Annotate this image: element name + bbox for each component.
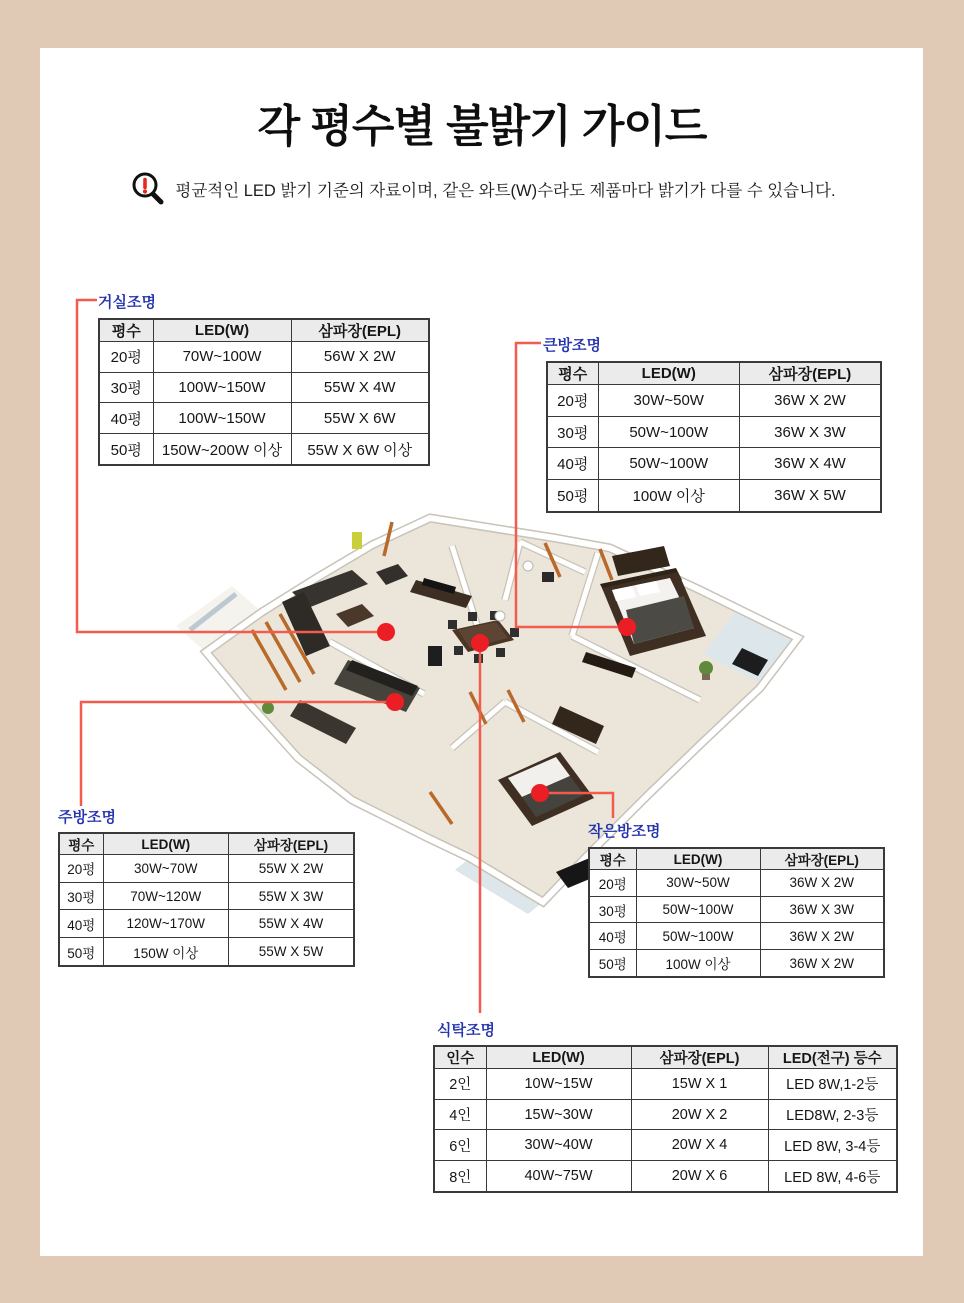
- table-cell: 15W~30W: [486, 1099, 631, 1130]
- table-row: [589, 896, 884, 923]
- living-lighting-table: [98, 318, 430, 466]
- table-cell: 55W X 6W: [291, 403, 429, 434]
- table-cell: 50W~100W: [598, 448, 740, 480]
- table-cell: 20평: [59, 855, 103, 883]
- table-cell: 36W X 2W: [760, 950, 884, 977]
- table-row: [434, 1099, 897, 1130]
- table-cell: 40평: [547, 448, 598, 480]
- table-cell: 55W X 3W: [229, 882, 355, 910]
- table-cell: 100W 이상: [636, 950, 760, 977]
- table-cell: 36W X 4W: [740, 448, 882, 480]
- table-cell: 50평: [547, 480, 598, 512]
- table-cell: 36W X 3W: [760, 896, 884, 923]
- column-header: 삼파장(EPL): [740, 362, 882, 385]
- table-row: [99, 342, 429, 373]
- table-cell: 56W X 2W: [291, 342, 429, 373]
- table-cell: 50평: [99, 434, 153, 465]
- column-header: 평수: [59, 833, 103, 855]
- table-cell: 15W X 1: [631, 1069, 768, 1100]
- table-cell: 150W~200W 이상: [153, 434, 291, 465]
- dining-table-label: 식탁조명: [437, 1022, 495, 1039]
- table-cell: LED8W, 2-3등: [768, 1099, 897, 1130]
- wall-art: [352, 532, 362, 549]
- table-cell: 40평: [59, 910, 103, 938]
- table-cell: 20W X 2: [631, 1099, 768, 1130]
- table-cell: 55W X 5W: [229, 938, 355, 966]
- table-cell: LED 8W, 4-6등: [768, 1161, 897, 1192]
- table-row: [99, 372, 429, 403]
- table-cell: 30W~40W: [486, 1130, 631, 1161]
- table-row: [434, 1069, 897, 1100]
- notice-text: 평균적인 LED 밝기 기준의 자료이며, 같은 와트(W)수라도 제품마다 밝기가 다를 수 있습니다.: [175, 182, 836, 200]
- column-header: LED(W): [598, 362, 740, 385]
- notice: [0, 170, 964, 208]
- table-cell: LED 8W, 3-4등: [768, 1130, 897, 1161]
- magnifier-alert-icon: [128, 170, 166, 208]
- table-cell: 30W~50W: [636, 870, 760, 897]
- table-cell: 30평: [589, 896, 636, 923]
- table-cell: 30W~50W: [598, 385, 740, 417]
- table-cell: 30평: [99, 372, 153, 403]
- kitchen-lighting-table: [58, 832, 355, 967]
- smallroom-lighting-table: [588, 847, 885, 978]
- table-cell: 100W~150W: [153, 372, 291, 403]
- table-cell: 20W X 6: [631, 1161, 768, 1192]
- bigroom-lighting-table: [546, 361, 882, 513]
- table-cell: 20평: [547, 385, 598, 417]
- table-cell: 36W X 2W: [760, 870, 884, 897]
- column-header: 삼파장(EPL): [760, 848, 884, 870]
- kitchen-table-label: 주방조명: [58, 809, 116, 826]
- table-cell: 100W~150W: [153, 403, 291, 434]
- table-cell: 30평: [59, 882, 103, 910]
- table-row: [99, 434, 429, 465]
- living-table-label: 거실조명: [98, 294, 156, 311]
- table-cell: 36W X 2W: [740, 385, 882, 417]
- table-cell: 55W X 4W: [229, 910, 355, 938]
- table-row: [99, 403, 429, 434]
- table-row: [547, 448, 881, 480]
- table-row: [434, 1161, 897, 1192]
- table-cell: 40평: [589, 923, 636, 950]
- table-cell: 100W 이상: [598, 480, 740, 512]
- table-row: [434, 1130, 897, 1161]
- column-header: LED(W): [636, 848, 760, 870]
- column-header: 삼파장(EPL): [291, 319, 429, 342]
- column-header: 인수: [434, 1046, 486, 1069]
- smallroom-table-label: 작은방조명: [588, 823, 661, 840]
- table-cell: 36W X 3W: [740, 416, 882, 448]
- table-cell: 8인: [434, 1161, 486, 1192]
- table-cell: 20평: [99, 342, 153, 373]
- table-row: [59, 938, 354, 966]
- table-cell: 50평: [589, 950, 636, 977]
- table-row: [59, 855, 354, 883]
- bigroom-table-label: 큰방조명: [543, 337, 601, 354]
- table-cell: 20W X 4: [631, 1130, 768, 1161]
- table-cell: 120W~170W: [103, 910, 229, 938]
- table-cell: 55W X 2W: [229, 855, 355, 883]
- table-cell: 70W~100W: [153, 342, 291, 373]
- table-cell: LED 8W,1-2등: [768, 1069, 897, 1100]
- table-row: [589, 950, 884, 977]
- dining-lighting-table: [433, 1045, 898, 1193]
- table-row: [59, 882, 354, 910]
- table-cell: 50W~100W: [636, 896, 760, 923]
- table-cell: 36W X 2W: [760, 923, 884, 950]
- table-cell: 30평: [547, 416, 598, 448]
- table-cell: 30W~70W: [103, 855, 229, 883]
- table-cell: 36W X 5W: [740, 480, 882, 512]
- table-cell: 6인: [434, 1130, 486, 1161]
- table-row: [547, 385, 881, 417]
- column-header: LED(W): [486, 1046, 631, 1069]
- table-cell: 2인: [434, 1069, 486, 1100]
- table-row: [59, 910, 354, 938]
- table-cell: 40W~75W: [486, 1161, 631, 1192]
- table-cell: 70W~120W: [103, 882, 229, 910]
- column-header: LED(W): [103, 833, 229, 855]
- column-header: 삼파장(EPL): [631, 1046, 768, 1069]
- table-cell: 20평: [589, 870, 636, 897]
- column-header: 평수: [589, 848, 636, 870]
- table-row: [589, 923, 884, 950]
- column-header: LED(W): [153, 319, 291, 342]
- table-cell: 40평: [99, 403, 153, 434]
- table-cell: 55W X 4W: [291, 372, 429, 403]
- table-cell: 50평: [59, 938, 103, 966]
- page-title: 각 평수별 불밝기 가이드: [257, 102, 707, 151]
- table-cell: 50W~100W: [598, 416, 740, 448]
- column-header: 삼파장(EPL): [229, 833, 355, 855]
- column-header: LED(전구) 등수: [768, 1046, 897, 1069]
- table-cell: 4인: [434, 1099, 486, 1130]
- table-cell: 50W~100W: [636, 923, 760, 950]
- table-row: [589, 870, 884, 897]
- table-row: [547, 480, 881, 512]
- table-cell: 10W~15W: [486, 1069, 631, 1100]
- column-header: 평수: [547, 362, 598, 385]
- table-cell: 55W X 6W 이상: [291, 434, 429, 465]
- column-header: 평수: [99, 319, 153, 342]
- table-cell: 150W 이상: [103, 938, 229, 966]
- table-row: [547, 416, 881, 448]
